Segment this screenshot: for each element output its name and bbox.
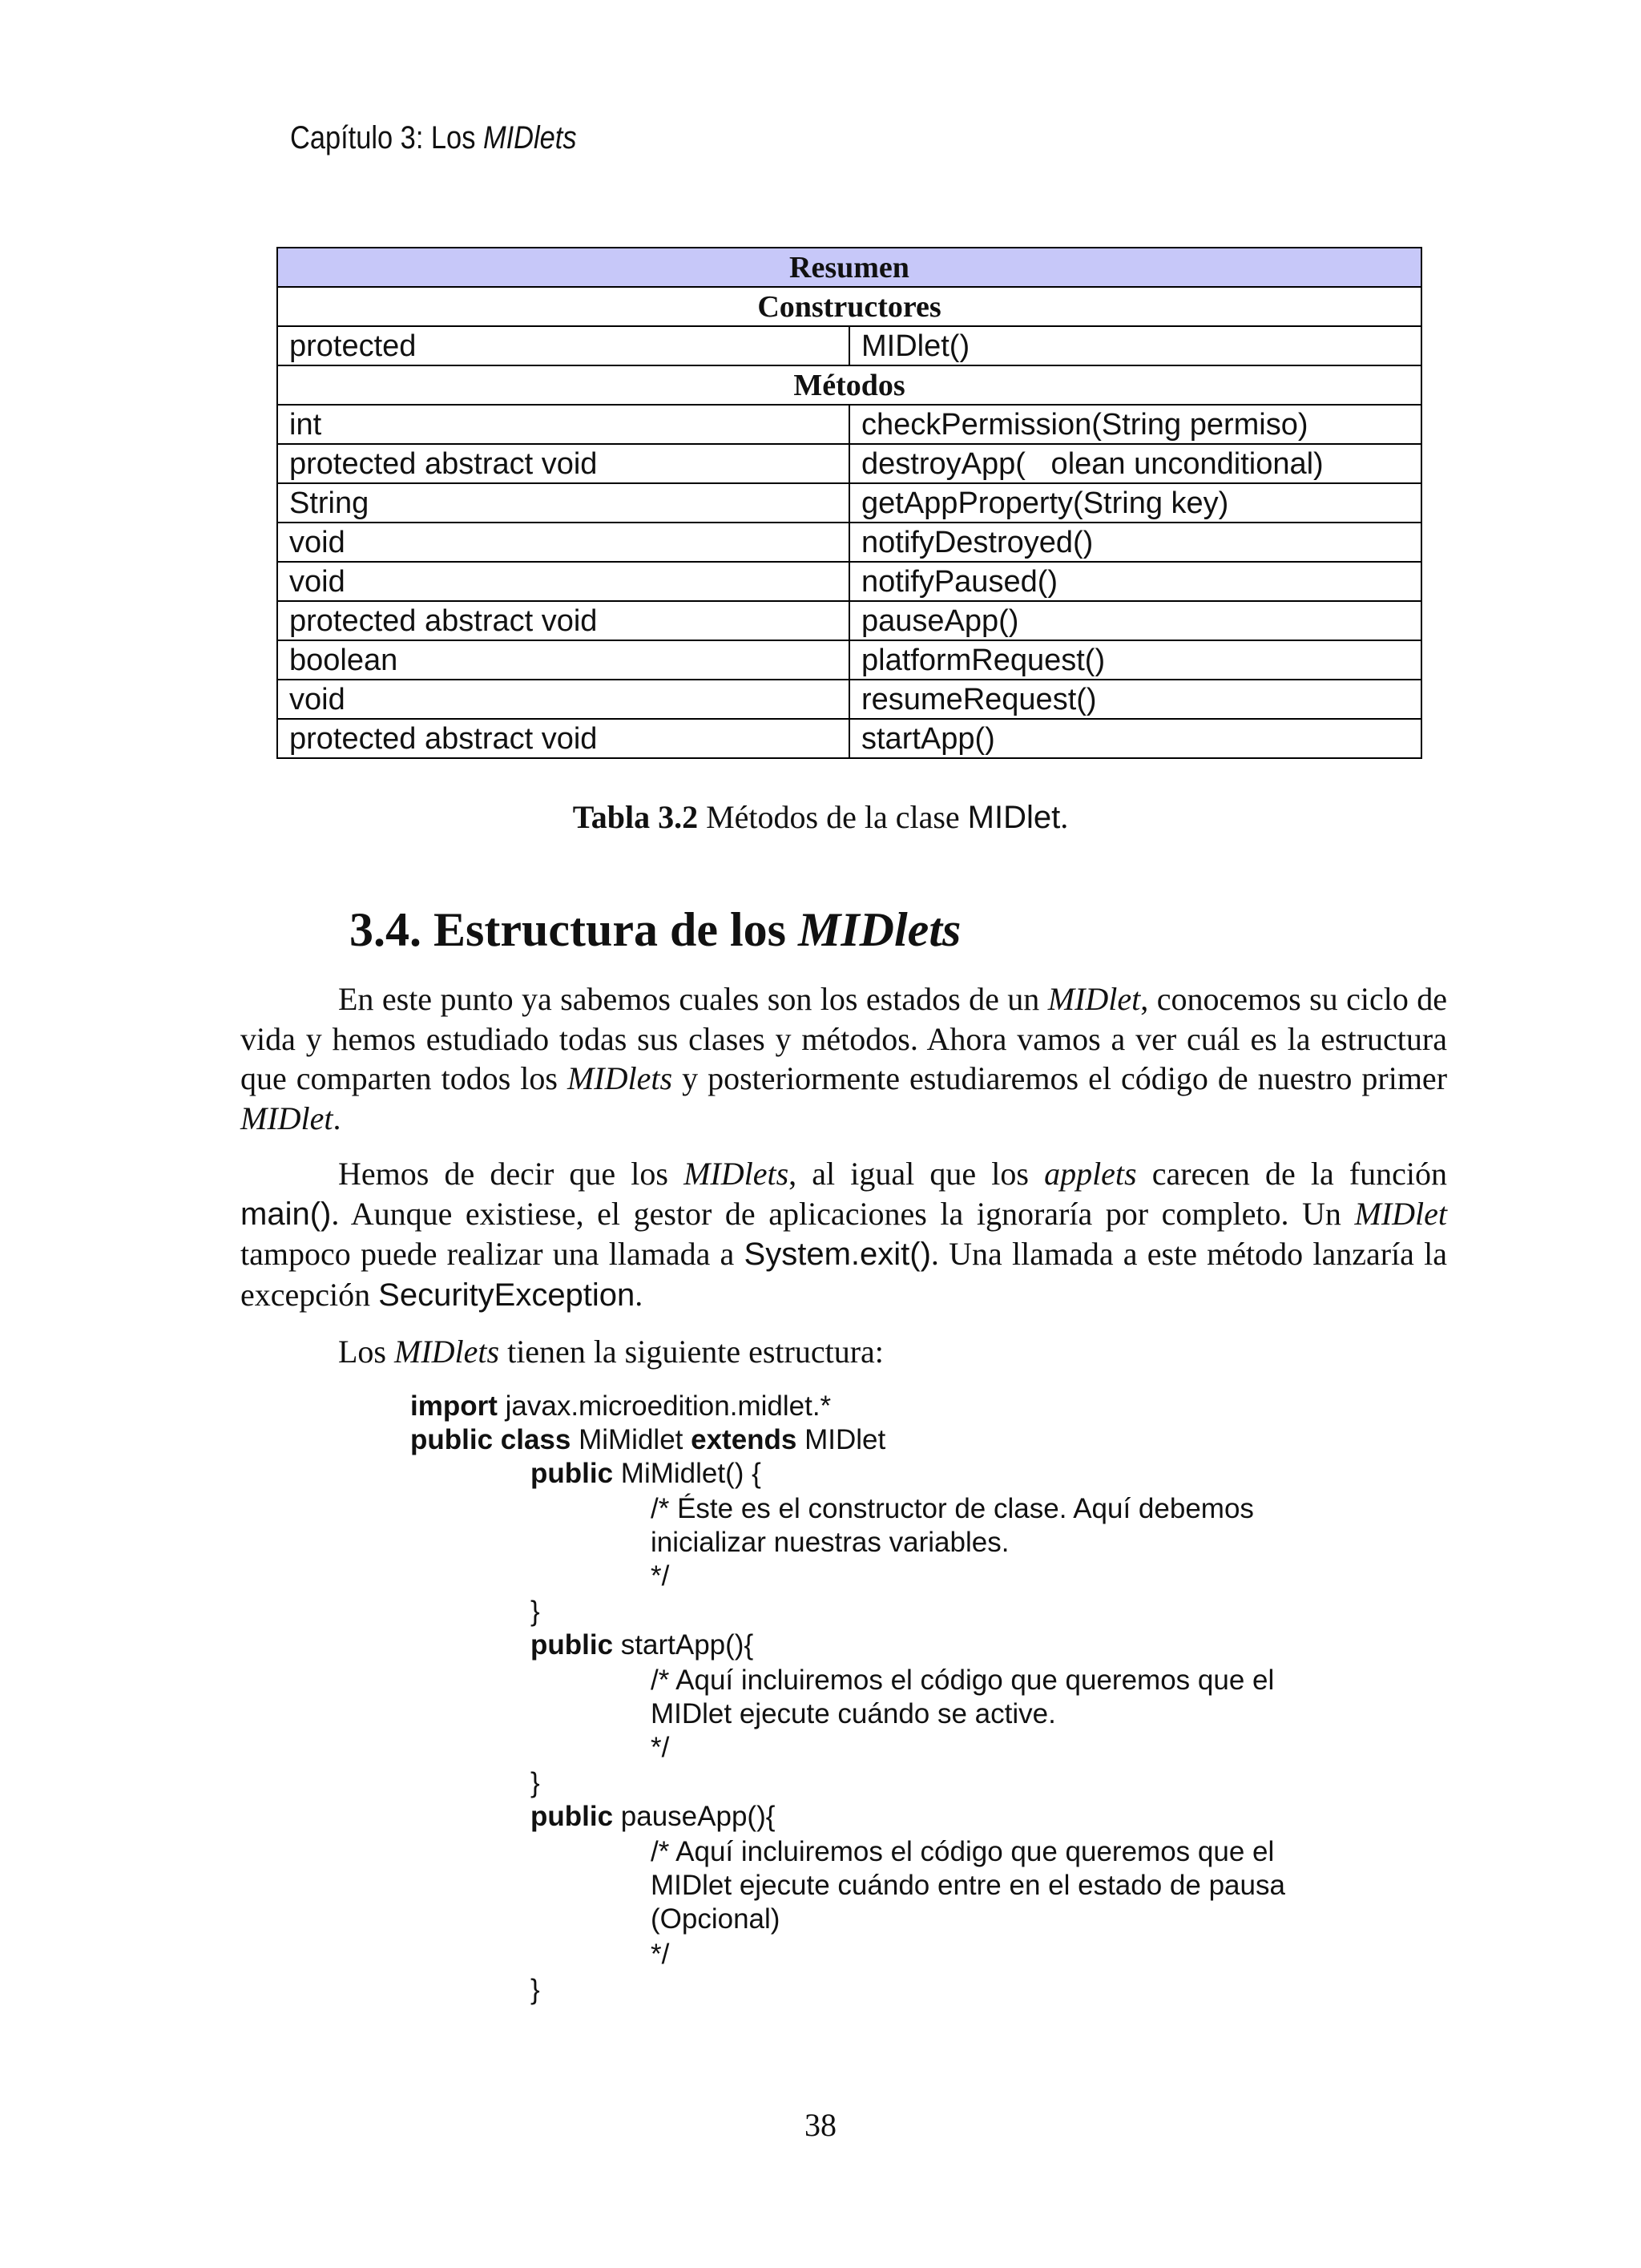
signature-cell: MIDlet(): [849, 326, 1421, 365]
code-line: */: [651, 1939, 670, 1970]
table-row: [277, 680, 1421, 719]
table-row: [277, 719, 1421, 758]
signature-cell: platformRequest(): [849, 640, 1421, 680]
inline-code: System.exit(): [744, 1237, 931, 1272]
code-line: */: [651, 1732, 670, 1763]
table-row: [277, 483, 1421, 523]
code-line: /* Éste es el constructor de clase. Aquí debemos: [651, 1493, 1254, 1524]
paragraph-3: Los MIDlets tienen la siguiente estructura:: [338, 1334, 884, 1370]
code-line: import javax.microedition.midlet.*: [410, 1390, 832, 1422]
constructors-header: Constructores: [277, 287, 1421, 326]
caption-label: Tabla 3.2: [572, 799, 699, 835]
table-row: [277, 562, 1421, 601]
type-cell: String: [277, 483, 849, 523]
code-line: /* Aquí incluiremos el código que queremos que el: [651, 1665, 1275, 1696]
running-header-em: MIDlets: [482, 120, 577, 155]
type-cell: void: [277, 523, 849, 562]
signature-cell: pauseApp(): [849, 601, 1421, 640]
paragraph-1: En este punto ya sabemos cuales son los estados de un MIDlet, conocemos su ciclo de vida y hemos estudiado todas sus clases y métodos. Ahora vamos a ver cuál es la estructura que comparten todos los MIDlets y posteriormente estudiaremos el código de nuestro primer MIDlet.: [240, 981, 1448, 1136]
signature-cell: getAppProperty(String key): [849, 483, 1421, 523]
type-cell: void: [277, 562, 849, 601]
type-cell: protected: [277, 326, 849, 365]
code-line: public MiMidlet() {: [530, 1458, 761, 1489]
methods-header-row: [277, 365, 1421, 405]
table-row: [277, 601, 1421, 640]
code-line: }: [530, 1767, 540, 1798]
page-number: 38: [804, 2107, 837, 2143]
caption-class-name: MIDlet: [967, 800, 1061, 835]
type-cell: protected abstract void: [277, 444, 849, 483]
code-line: /* Aquí incluiremos el código que queremos que el: [651, 1836, 1275, 1867]
table-row: [277, 326, 1421, 365]
signature-cell: destroyApp( olean unconditional): [849, 444, 1421, 483]
code-line: public startApp(){: [530, 1629, 754, 1661]
type-cell: protected abstract void: [277, 719, 849, 758]
code-line: inicializar nuestras variables.: [651, 1527, 1010, 1558]
paragraph-2: Hemos de decir que los MIDlets, al igual que los applets carecen de la función main(). Aunque existiese, el gestor de aplicaciones la ignoraría por completo. Un MIDlet tampoco puede realizar una llamada a System.exit(). Una llamada a este método lanzaría la excepción SecurityException.: [240, 1156, 1448, 1313]
code-line: public class MiMidlet extends MIDlet: [410, 1424, 886, 1455]
type-cell: protected abstract void: [277, 601, 849, 640]
code-line: public pauseApp(){: [530, 1801, 776, 1832]
table-row: [277, 523, 1421, 562]
section-heading: 3.4. Estructura de los MIDlets: [349, 903, 962, 956]
table-title-row: [277, 248, 1421, 287]
table-title: Resumen: [277, 248, 1421, 287]
code-line: MIDlet ejecute cuándo entre en el estado de pausa: [651, 1870, 1285, 1901]
code-line: */: [651, 1560, 670, 1592]
type-cell: void: [277, 680, 849, 719]
signature-cell: notifyDestroyed(): [849, 523, 1421, 562]
code-line: }: [530, 1974, 540, 2005]
inline-code: main(): [240, 1196, 332, 1232]
code-line: (Opcional): [651, 1903, 780, 1935]
table-caption: Tabla 3.2 Métodos de la clase MIDlet.: [572, 799, 1069, 835]
type-cell: boolean: [277, 640, 849, 680]
table-row: [277, 405, 1421, 444]
signature-cell: resumeRequest(): [849, 680, 1421, 719]
table-row: [277, 640, 1421, 680]
inline-code: SecurityException: [378, 1277, 635, 1313]
type-cell: int: [277, 405, 849, 444]
code-line: }: [530, 1596, 540, 1627]
signature-cell: notifyPaused(): [849, 562, 1421, 601]
signature-cell: checkPermission(String permiso): [849, 405, 1421, 444]
constructors-header-row: [277, 287, 1421, 326]
methods-header: Métodos: [277, 365, 1421, 405]
running-header: Capítulo 3: Los MIDlets: [290, 120, 577, 155]
methods-summary-table: [276, 247, 1422, 759]
table-row: [277, 444, 1421, 483]
signature-cell: startApp(): [849, 719, 1421, 758]
code-line: MIDlet ejecute cuándo se active.: [651, 1698, 1056, 1729]
